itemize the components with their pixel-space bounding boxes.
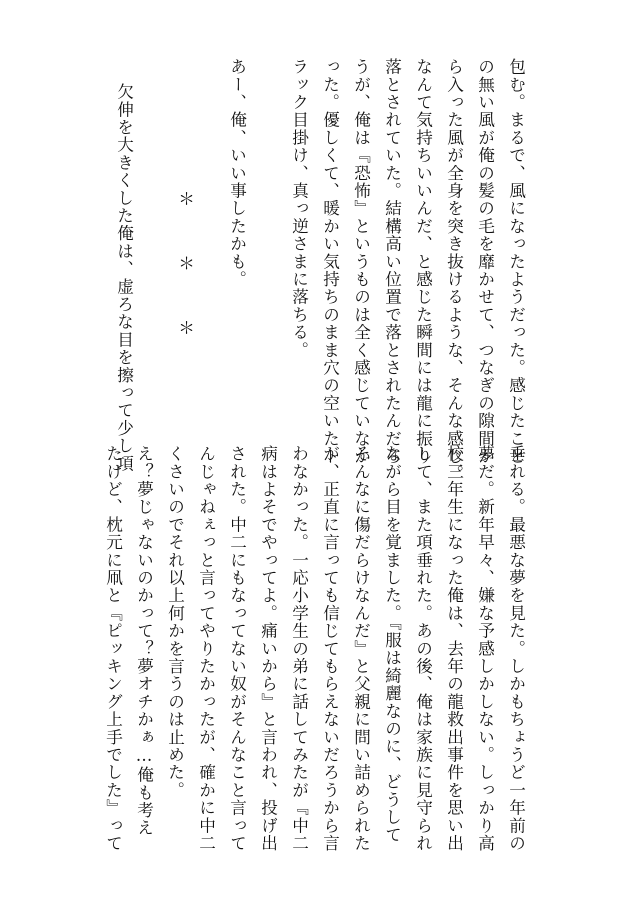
- upper-line-4: なんて気持ちいいんだ、と感じた瞬間には龍に振り: [413, 58, 433, 466]
- upper-line-1: 包む。まるで、風になったようだった。感じたこと: [506, 58, 526, 466]
- lower-line-10: された。中二にもなってない奴がそんなこと言って: [227, 445, 247, 853]
- lower-line-1: 垂れる。最悪な夢を見た。しかもちょうど一年前の: [506, 445, 526, 853]
- upper-line-2: の無い風が俺の髪の毛を靡かせて、つなぎの隙間か: [475, 58, 495, 466]
- lower-line-4: して、また項垂れた。あの後、俺は家族に見守られ: [413, 445, 433, 853]
- lower-line-7: が、正直に言っても信じてもらえないだろうから言: [320, 445, 340, 853]
- upper-line-3: ら入った風が全身を突き抜けるような、そんな感じ。: [444, 58, 464, 483]
- lower-line-13: え？夢じゃないのかって？夢オチかぁ…俺も考え: [134, 445, 154, 837]
- lower-line-9: 病はよそでやってよ。痛いから』と言われ、投げ出: [258, 445, 278, 853]
- upper-line-6: うが、俺は『恐怖』というものは全く感じていなか: [351, 58, 371, 466]
- lower-line-12: くさいのでそれ以上何かを言うのは止めた。: [165, 445, 185, 799]
- lower-line-11: んじゃねぇっと言ってやりたかったが、確かに中二: [196, 445, 216, 853]
- upper-line-8: ラック目掛け、真っ逆さまに落ちる。: [289, 58, 309, 359]
- lower-line-5: ながら目を覚ました。『服は綺麗なのに、どうして: [382, 445, 402, 844]
- lower-line-2: 夢だ。新年早々、嫌な予感しかしない。しっかり高: [475, 445, 495, 853]
- scene-break-asterisks: ＊＊＊: [175, 190, 195, 384]
- lower-line-3: 校三年生になった俺は、去年の龍救出事件を思い出: [444, 445, 464, 853]
- lower-line-14: たけど、枕元に凧と『ピッキング上手でした』って: [103, 445, 123, 853]
- upper-line-7: った。優しくて、暖かい気持ちのまま穴の空いたト: [320, 58, 340, 466]
- lower-line-6: そんなに傷だらけなんだ』と父親に問い詰められた: [351, 445, 371, 853]
- upper-line-14: 欠伸を大きくした俺は、虚ろな目を擦って少し項: [114, 83, 134, 473]
- lower-line-8: わなかった。一応小学生の弟に話してみたが『中二: [289, 445, 309, 853]
- upper-line-5: 落とされていた。結構高い位置で落とされたんだろ: [382, 58, 402, 466]
- upper-line-10: あー、俺、いい事したかも。: [227, 58, 247, 289]
